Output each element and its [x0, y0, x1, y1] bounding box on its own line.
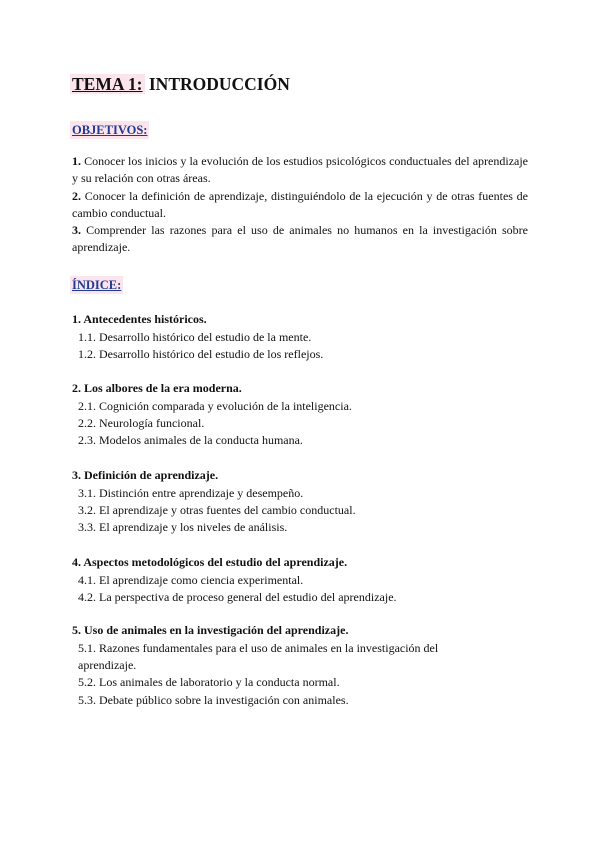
objective-item [72, 188, 528, 223]
title-text: INTRODUCCIÓN [148, 74, 290, 94]
index-section-1 [72, 311, 528, 363]
page-title [72, 72, 290, 96]
section-title: 5. Uso de animales en la investigación del aprendizaje. [72, 623, 349, 637]
subsection-item: 5.2. Los animales de laboratorio y la conducta normal. [78, 675, 340, 690]
objective-item [72, 153, 528, 188]
objective-number: 2. [72, 188, 81, 203]
objectives-heading: OBJETIVOS: [72, 123, 148, 137]
index-section-4 [72, 554, 528, 606]
title-number: TEMA 1: [72, 74, 143, 94]
subsection-item: 1.2. Desarrollo histórico del estudio de los reflejos. [78, 347, 324, 362]
subsection-item: 4.2. La perspectiva de proceso general del estudio del aprendizaje. [78, 590, 397, 605]
objective-text: Conocer los inicios y la evolución de los estudios psicológicos conductuales del aprendizaje y su relación con otras áreas. [72, 154, 529, 186]
subsection-item: 4.1. El aprendizaje como ciencia experimental. [78, 573, 304, 587]
subsection-item: 3.1. Distinción entre aprendizaje y desempeño. [78, 486, 304, 500]
subsection-item: 2.3. Modelos animales de la conducta humana. [78, 433, 303, 448]
index-section-3 [72, 467, 528, 537]
subsection-item: 3.2. El aprendizaje y otras fuentes del cambio conductual. [78, 503, 356, 518]
section-title: 3. Definición de aprendizaje. [72, 468, 219, 482]
subsection-item: 2.2. Neurología funcional. [78, 416, 205, 431]
subsection-item: 5.3. Debate público sobre la investigación con animales. [78, 692, 349, 707]
section-title: 4. Aspectos metodológicos del estudio del aprendizaje. [72, 555, 348, 569]
objective-number: 1. [72, 154, 81, 168]
subsection-item: 3.3. El aprendizaje y los niveles de análisis. [78, 520, 288, 535]
section-title: 2. Los albores de la era moderna. [72, 381, 242, 395]
index-section-5 [72, 622, 528, 709]
objectives-list [72, 153, 528, 257]
objective-item [72, 222, 528, 257]
subsection-item: 2.1. Cognición comparada y evolución de la inteligencia. [78, 399, 352, 413]
index-section-2 [72, 380, 528, 450]
objective-text: Comprender las razones para el uso de animales no humanos en la investigación sobre aprendizaje. [72, 223, 528, 255]
index-heading: ÍNDICE: [72, 278, 122, 292]
subsection-item: 1.1. Desarrollo histórico del estudio de la mente. [78, 330, 312, 344]
objective-text: Conocer la definición de aprendizaje, distinguiéndolo de la ejecución y de otras fuentes de cambio conductual. [72, 188, 529, 220]
section-title: 1. Antecedentes históricos. [72, 312, 207, 326]
subsection-item: 5.1. Razones fundamentales para el uso de animales en la investigación del aprendizaje. [78, 641, 439, 673]
objective-number: 3. [72, 223, 81, 238]
